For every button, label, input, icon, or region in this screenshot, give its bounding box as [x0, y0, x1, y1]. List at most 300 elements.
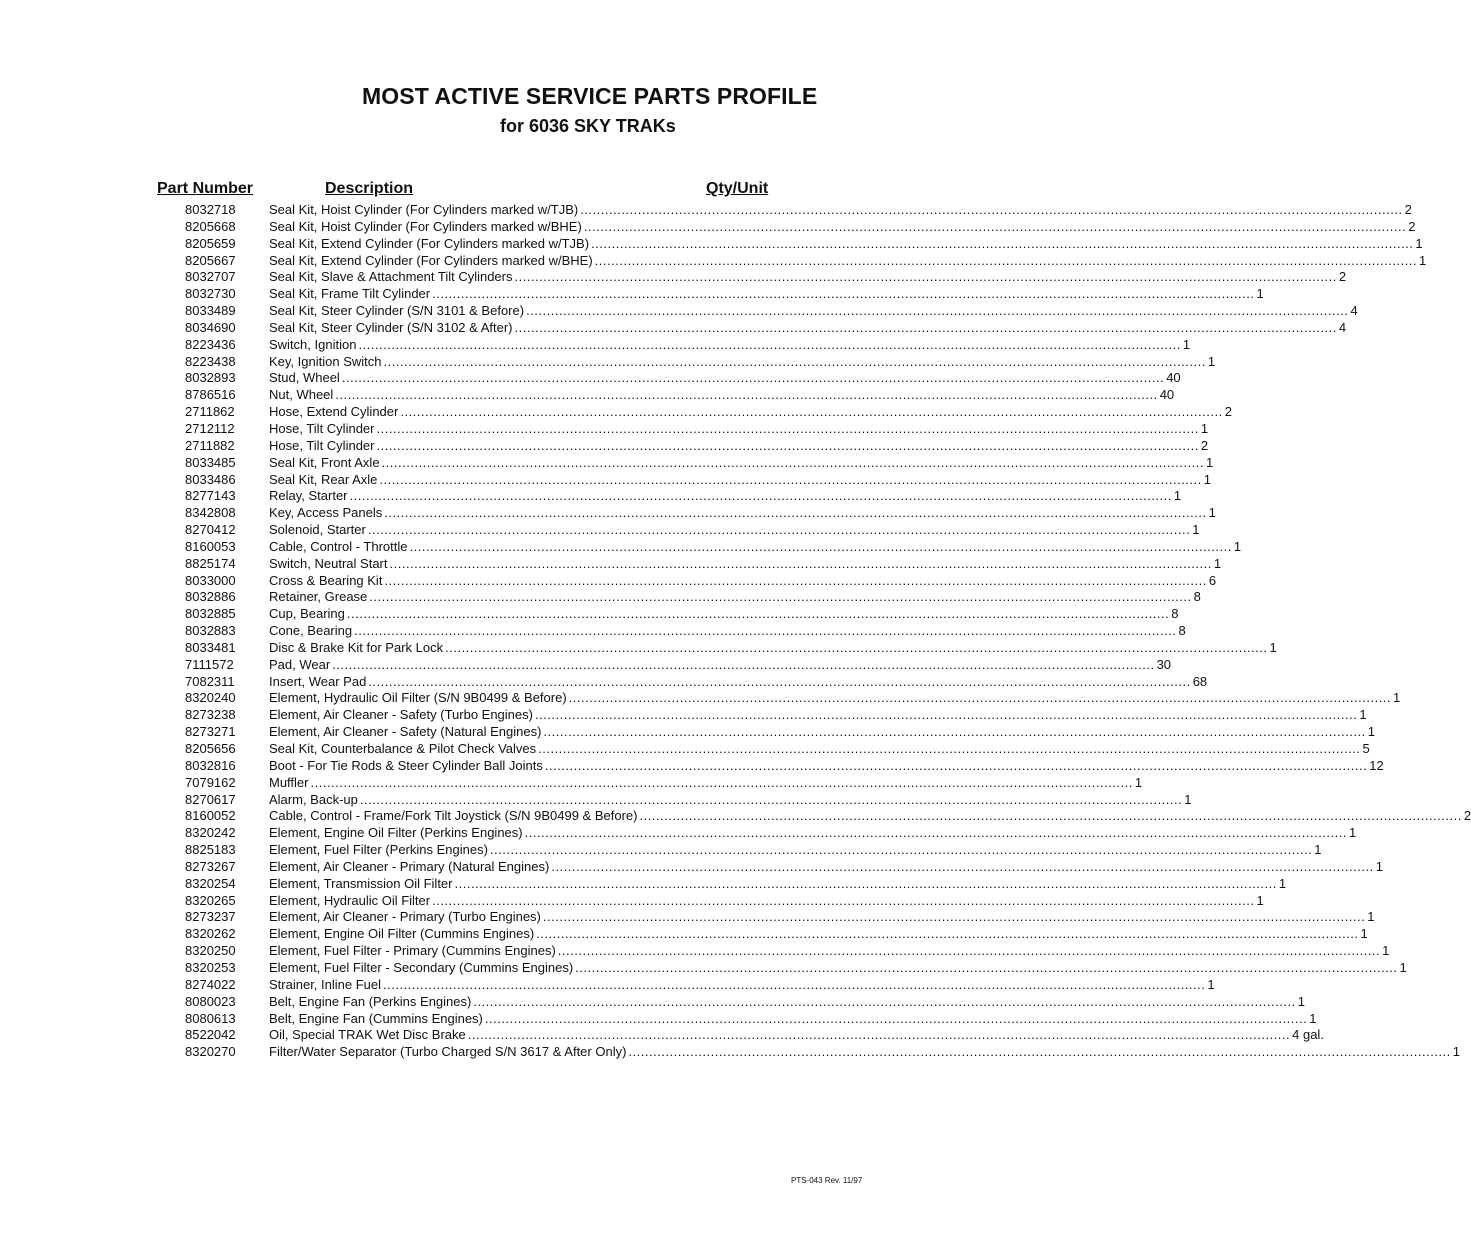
- part-qty: 12: [1369, 757, 1384, 773]
- part-description: Oil, Special TRAK Wet Disc Brake: [269, 1027, 466, 1043]
- part-number: 8274022: [185, 976, 236, 992]
- table-row: [0, 757, 1384, 775]
- description-line: [269, 724, 1376, 741]
- description-line: [269, 303, 1358, 320]
- part-description: Seal Kit, Hoist Cylinder (For Cylinders marked w/BHE): [269, 218, 582, 234]
- part-number: 8160052: [185, 808, 236, 824]
- part-description: Hose, Extend Cylinder: [269, 404, 399, 420]
- part-number: 7079162: [185, 774, 236, 790]
- description-line: [269, 791, 1192, 809]
- document-footer: PTS-043 Rev. 11/97: [791, 1176, 863, 1185]
- dot-leader: ........................................................................................................................................................................................................: [369, 589, 1192, 605]
- part-description: Nut, Wheel: [269, 387, 334, 403]
- part-number: 8223438: [185, 353, 236, 369]
- part-number: 8273271: [185, 724, 236, 740]
- dot-leader: ........................................................................................................................................................................................................: [341, 370, 1165, 386]
- table-row: [0, 791, 1192, 809]
- page-subtitle: for 6036 SKY TRAKs: [500, 116, 676, 136]
- dot-leader: ........................................................................................................................................................................................................: [332, 656, 1155, 672]
- description-line: [269, 673, 1208, 691]
- part-qty: 1: [1297, 993, 1305, 1009]
- dot-leader: ........................................................................................................................................................................................................: [628, 1044, 1451, 1060]
- part-number: 8825174: [185, 555, 236, 571]
- part-description: Key, Access Panels: [269, 505, 383, 521]
- description-line: [269, 404, 1232, 421]
- part-qty: 8: [1178, 623, 1186, 639]
- part-qty: 1: [1278, 875, 1287, 891]
- part-description: Cable, Control - Frame/Fork Tilt Joystick (S/N 9B0499 & Before): [269, 808, 638, 824]
- part-qty: 1: [1192, 522, 1200, 538]
- part-qty: 1: [1375, 858, 1383, 874]
- table-row: [0, 656, 1172, 674]
- table-row: [0, 269, 1347, 286]
- part-number: 2711862: [185, 404, 235, 420]
- part-description: Element, Air Cleaner - Safety (Turbo Engines): [269, 707, 533, 723]
- table-row: [0, 993, 1305, 1011]
- page-title: MOST ACTIVE SERVICE PARTS PROFILE: [362, 83, 818, 109]
- part-number: 8033489: [185, 303, 236, 319]
- description-line: [269, 572, 1217, 590]
- part-qty: 68: [1192, 673, 1208, 689]
- table-row: [0, 825, 1357, 842]
- dot-leader: ........................................................................................................................................................................................................: [376, 437, 1199, 453]
- description-line: [269, 741, 1370, 758]
- part-qty: 1: [1256, 286, 1264, 302]
- part-description: Alarm, Back-up: [269, 791, 358, 807]
- part-number: 7082311: [185, 673, 235, 689]
- part-description: Seal Kit, Extend Cylinder (For Cylinders marked w/BHE): [269, 252, 593, 268]
- part-qty: 1: [1205, 454, 1214, 470]
- table-row: [0, 741, 1370, 758]
- part-number: 8320265: [185, 892, 236, 908]
- part-number: 8205668: [185, 218, 236, 234]
- dot-leader: ........................................................................................................................................................................................................: [568, 690, 1392, 706]
- part-description: Element, Hydraulic Oil Filter: [269, 892, 431, 908]
- part-number: 2712112: [185, 420, 235, 436]
- part-number: 8205656: [185, 741, 236, 756]
- dot-leader: ........................................................................................................................................................................................................: [389, 555, 1212, 571]
- table-row: [0, 286, 1264, 303]
- part-number: 8160053: [185, 538, 236, 554]
- dot-leader: ........................................................................................................................................................................................................: [349, 488, 1172, 504]
- part-qty: 2: [1338, 269, 1347, 285]
- table-row: [0, 606, 1179, 623]
- description-line: [269, 286, 1264, 303]
- table-row: [0, 387, 1175, 404]
- part-description: Muffler: [269, 774, 309, 790]
- description-line: [269, 656, 1172, 674]
- part-qty: 1: [1207, 976, 1215, 992]
- part-description: Pad, Wear: [269, 656, 331, 672]
- part-number: 8277143: [185, 488, 236, 504]
- description-line: [269, 1010, 1317, 1028]
- column-header-qty: Qty/Unit: [706, 180, 769, 197]
- dot-leader: ........................................................................................................................................................................................................: [310, 774, 1133, 790]
- part-number: 7111572: [185, 656, 234, 672]
- part-description: Seal Kit, Frame Tilt Cylinder: [269, 286, 431, 302]
- part-description: Element, Fuel Filter (Perkins Engines): [269, 842, 488, 858]
- part-number: 8032718: [185, 202, 236, 217]
- dot-leader: ........................................................................................................................................................................................................: [454, 875, 1277, 891]
- part-description: Cup, Bearing: [269, 606, 345, 622]
- part-qty: 40: [1159, 387, 1175, 403]
- dot-leader: ........................................................................................................................................................................................................: [445, 639, 1268, 655]
- table-row: [0, 774, 1143, 792]
- part-description: Element, Air Cleaner - Primary (Natural Engines): [269, 858, 550, 874]
- dot-leader: ........................................................................................................................................................................................................: [409, 538, 1232, 554]
- part-description: Belt, Engine Fan (Cummins Engines): [269, 1010, 483, 1026]
- part-qty: 1: [1200, 420, 1209, 436]
- table-row: [0, 303, 1358, 320]
- part-qty: 1: [1207, 353, 1216, 369]
- description-line: [269, 606, 1179, 623]
- part-number: 8080613: [185, 1010, 236, 1026]
- table-row: [0, 707, 1367, 724]
- part-description: Element, Engine Oil Filter (Cummins Engines): [269, 926, 535, 942]
- description-line: [269, 875, 1287, 893]
- part-number: 8032885: [185, 606, 236, 622]
- part-qty: 4: [1338, 319, 1347, 335]
- table-row: [0, 842, 1322, 859]
- part-number: 8033485: [185, 454, 236, 470]
- part-qty: 8: [1193, 589, 1201, 605]
- part-qty: 6: [1208, 572, 1217, 588]
- part-number: 8032886: [185, 589, 236, 605]
- dot-leader: ........................................................................................................................................................................................................: [543, 724, 1366, 740]
- description-line: [269, 437, 1209, 455]
- part-description: Key, Ignition Switch: [269, 353, 382, 369]
- description-line: [269, 808, 1471, 825]
- table-row: [0, 522, 1200, 539]
- description-line: [269, 218, 1416, 236]
- table-row: [0, 943, 1390, 960]
- description-line: [269, 976, 1215, 994]
- part-qty: 2: [1463, 808, 1471, 824]
- part-number: 8033481: [185, 639, 236, 655]
- table-row: [0, 875, 1287, 893]
- part-qty: 1: [1415, 235, 1423, 251]
- description-line: [269, 522, 1200, 539]
- part-number: 8320242: [185, 825, 236, 841]
- part-qty: 1: [1452, 1044, 1461, 1060]
- table-row: [0, 218, 1416, 236]
- dot-leader: ........................................................................................................................................................................................................: [538, 741, 1361, 756]
- table-row: [0, 437, 1209, 455]
- dot-leader: ........................................................................................................................................................................................................: [524, 825, 1347, 841]
- dot-leader: ........................................................................................................................................................................................................: [544, 757, 1368, 773]
- description-line: [269, 252, 1427, 270]
- dot-leader: ........................................................................................................................................................................................................: [514, 319, 1337, 335]
- table-row: [0, 353, 1216, 371]
- table-row: [0, 623, 1186, 640]
- table-row: [0, 858, 1383, 876]
- part-number: 8205667: [185, 252, 236, 268]
- part-qty: 1: [1309, 1010, 1317, 1026]
- part-description: Strainer, Inline Fuel: [269, 976, 382, 992]
- part-qty: 1: [1182, 336, 1191, 352]
- table-row: [0, 909, 1375, 926]
- dot-leader: ........................................................................................................................................................................................................: [384, 505, 1207, 521]
- part-description: Filter/Water Separator (Turbo Charged S/N 3617 & After Only): [269, 1044, 627, 1060]
- table-row: [0, 976, 1215, 994]
- description-line: [269, 420, 1209, 438]
- description-line: [269, 926, 1368, 943]
- table-row: [0, 926, 1368, 943]
- part-number: 8273237: [185, 909, 236, 925]
- part-qty: 8: [1171, 606, 1179, 622]
- part-description: Element, Transmission Oil Filter: [269, 875, 453, 891]
- table-row: [0, 319, 1347, 337]
- dot-leader: ........................................................................................................................................................................................................: [383, 353, 1206, 369]
- part-description: Seal Kit, Slave & Attachment Tilt Cylinders: [269, 269, 513, 285]
- column-header-part-number: Part Number: [157, 180, 254, 197]
- description-line: [269, 454, 1214, 472]
- part-number: 8320250: [185, 943, 236, 959]
- part-number: 8320254: [185, 875, 236, 891]
- table-row: [0, 370, 1181, 387]
- dot-leader: ........................................................................................................................................................................................................: [526, 303, 1349, 319]
- part-description: Element, Engine Oil Filter (Perkins Engines): [269, 825, 523, 841]
- table-row: [0, 555, 1222, 573]
- table-row: [0, 336, 1191, 354]
- part-description: Solenoid, Starter: [269, 522, 366, 538]
- table-row: [0, 420, 1209, 438]
- table-row: [0, 454, 1214, 472]
- part-qty: 4: [1350, 303, 1358, 319]
- part-number: 8320262: [185, 926, 236, 942]
- part-description: Element, Air Cleaner - Safety (Natural Engines): [269, 724, 542, 740]
- table-row: [0, 959, 1407, 977]
- description-line: [269, 757, 1384, 775]
- description-line: [269, 892, 1264, 910]
- dot-leader: ........................................................................................................................................................................................................: [484, 1010, 1308, 1026]
- part-description: Switch, Ignition: [269, 336, 357, 352]
- column-header-description: Description: [325, 180, 414, 197]
- part-number: 8825183: [185, 842, 236, 858]
- part-description: Seal Kit, Rear Axle: [269, 471, 378, 487]
- part-qty: 40: [1166, 370, 1181, 386]
- part-number: 8080023: [185, 993, 236, 1009]
- table-row: [0, 471, 1211, 489]
- dot-leader: ........................................................................................................................................................................................................: [591, 235, 1414, 251]
- dot-leader: ........................................................................................................................................................................................................: [359, 791, 1183, 807]
- dot-leader: ........................................................................................................................................................................................................: [542, 909, 1366, 925]
- description-line: [269, 1027, 1324, 1044]
- part-number: 8034690: [185, 319, 236, 335]
- part-qty: 1: [1393, 690, 1401, 706]
- table-row: [0, 538, 1242, 556]
- dot-leader: ........................................................................................................................................................................................................: [639, 808, 1462, 824]
- dot-leader: ........................................................................................................................................................................................................: [368, 673, 1191, 689]
- dot-leader: ........................................................................................................................................................................................................: [346, 606, 1170, 622]
- dot-leader: ........................................................................................................................................................................................................: [379, 471, 1202, 487]
- part-description: Seal Kit, Hoist Cylinder (For Cylinders marked w/TJB): [269, 202, 579, 217]
- table-row: [0, 202, 1412, 219]
- description-line: [269, 202, 1412, 219]
- table-row: [0, 1010, 1317, 1028]
- table-row: [0, 404, 1232, 421]
- description-line: [269, 842, 1322, 859]
- dot-leader: ........................................................................................................................................................................................................: [467, 1027, 1291, 1043]
- part-description: Retainer, Grease: [269, 589, 368, 605]
- part-description: Seal Kit, Front Axle: [269, 454, 380, 470]
- dot-leader: ........................................................................................................................................................................................................: [354, 623, 1177, 639]
- description-line: [269, 538, 1242, 556]
- part-qty: 1: [1184, 791, 1192, 807]
- description-line: [269, 858, 1383, 876]
- dot-leader: ........................................................................................................................................................................................................: [583, 218, 1407, 234]
- description-line: [269, 909, 1375, 926]
- part-number: 8342808: [185, 505, 236, 521]
- part-description: Seal Kit, Steer Cylinder (S/N 3102 & After): [269, 319, 513, 335]
- part-qty: 1: [1134, 774, 1143, 790]
- part-number: 8273267: [185, 858, 236, 874]
- dot-leader: ........................................................................................................................................................................................................: [551, 858, 1374, 874]
- part-number: 2711882: [185, 437, 235, 453]
- dot-leader: ........................................................................................................................................................................................................: [594, 252, 1418, 268]
- part-number: 8032893: [185, 370, 236, 386]
- part-qty: 1: [1348, 825, 1357, 841]
- dot-leader: ........................................................................................................................................................................................................: [432, 892, 1255, 908]
- part-number: 8205659: [185, 235, 236, 251]
- dot-leader: ........................................................................................................................................................................................................: [384, 572, 1207, 588]
- part-description: Belt, Engine Fan (Perkins Engines): [269, 993, 472, 1009]
- part-qty: 2: [1224, 404, 1232, 420]
- part-description: Element, Hydraulic Oil Filter (S/N 9B0499 & Before): [269, 690, 567, 706]
- part-qty: 30: [1156, 656, 1172, 672]
- description-line: [269, 639, 1277, 657]
- description-line: [269, 690, 1401, 707]
- description-line: [269, 505, 1216, 522]
- part-qty: 5: [1362, 741, 1370, 756]
- table-row: [0, 589, 1201, 606]
- dot-leader: ........................................................................................................................................................................................................: [557, 943, 1381, 959]
- part-description: Hose, Tilt Cylinder: [269, 437, 375, 453]
- part-number: 8786516: [185, 387, 236, 403]
- part-description: Switch, Neutral Start: [269, 555, 388, 571]
- part-qty: 1: [1419, 252, 1427, 268]
- dot-leader: ........................................................................................................................................................................................................: [358, 336, 1181, 352]
- description-line: [269, 319, 1347, 337]
- description-line: [269, 269, 1347, 286]
- part-description: Element, Fuel Filter - Primary (Cummins Engines): [269, 943, 556, 959]
- table-row: [0, 235, 1423, 253]
- table-row: [0, 639, 1277, 657]
- description-line: [269, 555, 1222, 573]
- part-qty: 1: [1213, 555, 1222, 571]
- table-row: [0, 892, 1264, 910]
- part-number: 8223436: [185, 336, 236, 352]
- part-number: 8270617: [185, 791, 236, 807]
- dot-leader: ........................................................................................................................................................................................................: [536, 926, 1359, 942]
- table-row: [0, 1027, 1324, 1044]
- dot-leader: ........................................................................................................................................................................................................: [383, 976, 1206, 992]
- part-number: 8270412: [185, 522, 236, 538]
- description-line: [269, 336, 1191, 354]
- table-row: [0, 488, 1182, 505]
- part-qty: 4 gal.: [1292, 1027, 1324, 1043]
- part-description: Seal Kit, Counterbalance & Pilot Check Valves: [269, 741, 537, 756]
- description-line: [269, 825, 1357, 842]
- part-number: 8273238: [185, 707, 236, 723]
- description-line: [269, 488, 1182, 505]
- part-qty: 1: [1256, 892, 1264, 908]
- description-line: [269, 1044, 1461, 1061]
- part-qty: 1: [1359, 707, 1367, 723]
- dot-leader: ........................................................................................................................................................................................................: [335, 387, 1158, 403]
- part-description: Hose, Tilt Cylinder: [269, 420, 375, 436]
- dot-leader: ........................................................................................................................................................................................................: [575, 959, 1398, 975]
- part-qty: 1: [1173, 488, 1182, 504]
- dot-leader: ........................................................................................................................................................................................................: [400, 404, 1223, 420]
- part-number: 8032707: [185, 269, 236, 285]
- dot-leader: ........................................................................................................................................................................................................: [376, 420, 1199, 436]
- table-row: [0, 505, 1216, 522]
- part-qty: 1: [1233, 538, 1242, 554]
- part-description: Cone, Bearing: [269, 623, 353, 639]
- part-description: Element, Fuel Filter - Secondary (Cummins Engines): [269, 959, 574, 975]
- part-number: 8032816: [185, 757, 236, 773]
- table-row: [0, 572, 1217, 590]
- table-row: [0, 1044, 1461, 1061]
- part-qty: 1: [1399, 959, 1407, 975]
- table-row: [0, 252, 1427, 270]
- part-qty: 1: [1367, 909, 1375, 925]
- part-qty: 1: [1382, 943, 1390, 959]
- part-description: Cable, Control - Throttle: [269, 538, 408, 554]
- description-line: [269, 959, 1407, 977]
- dot-leader: ........................................................................................................................................................................................................: [432, 286, 1255, 302]
- table-row: [0, 808, 1471, 825]
- part-number: 8033000: [185, 572, 236, 588]
- parts-list: [0, 202, 1471, 1061]
- part-qty: 2: [1200, 437, 1209, 453]
- dot-leader: ........................................................................................................................................................................................................: [473, 993, 1296, 1009]
- part-number: 8032730: [185, 286, 236, 302]
- part-number: 8522042: [185, 1027, 236, 1043]
- description-line: [269, 774, 1143, 792]
- part-description: Boot - For Tie Rods & Steer Cylinder Ball Joints: [269, 757, 543, 773]
- description-line: [269, 370, 1181, 387]
- part-description: Relay, Starter: [269, 488, 348, 504]
- part-qty: 1: [1208, 505, 1216, 521]
- part-description: Cross & Bearing Kit: [269, 572, 383, 588]
- description-line: [269, 353, 1216, 371]
- dot-leader: ........................................................................................................................................................................................................: [534, 707, 1358, 723]
- part-description: Seal Kit, Steer Cylinder (S/N 3101 & Before): [269, 303, 525, 319]
- description-line: [269, 235, 1423, 253]
- part-qty: 1: [1314, 842, 1322, 858]
- description-line: [269, 589, 1201, 606]
- part-qty: 2: [1404, 202, 1412, 217]
- part-description: Seal Kit, Extend Cylinder (For Cylinders marked w/TJB): [269, 235, 590, 251]
- part-number: 8032883: [185, 623, 236, 639]
- part-number: 8320240: [185, 690, 236, 706]
- part-number: 8320253: [185, 959, 236, 975]
- table-row: [0, 673, 1208, 691]
- description-line: [269, 993, 1305, 1011]
- part-qty: 2: [1408, 218, 1416, 234]
- description-line: [269, 387, 1175, 404]
- table-row: [0, 690, 1401, 707]
- dot-leader: ........................................................................................................................................................................................................: [367, 522, 1191, 538]
- part-qty: 1: [1203, 471, 1211, 487]
- dot-leader: ........................................................................................................................................................................................................: [381, 454, 1204, 470]
- dot-leader: ........................................................................................................................................................................................................: [489, 842, 1313, 858]
- part-description: Disc & Brake Kit for Park Lock: [269, 639, 444, 655]
- description-line: [269, 707, 1367, 724]
- description-line: [269, 471, 1211, 489]
